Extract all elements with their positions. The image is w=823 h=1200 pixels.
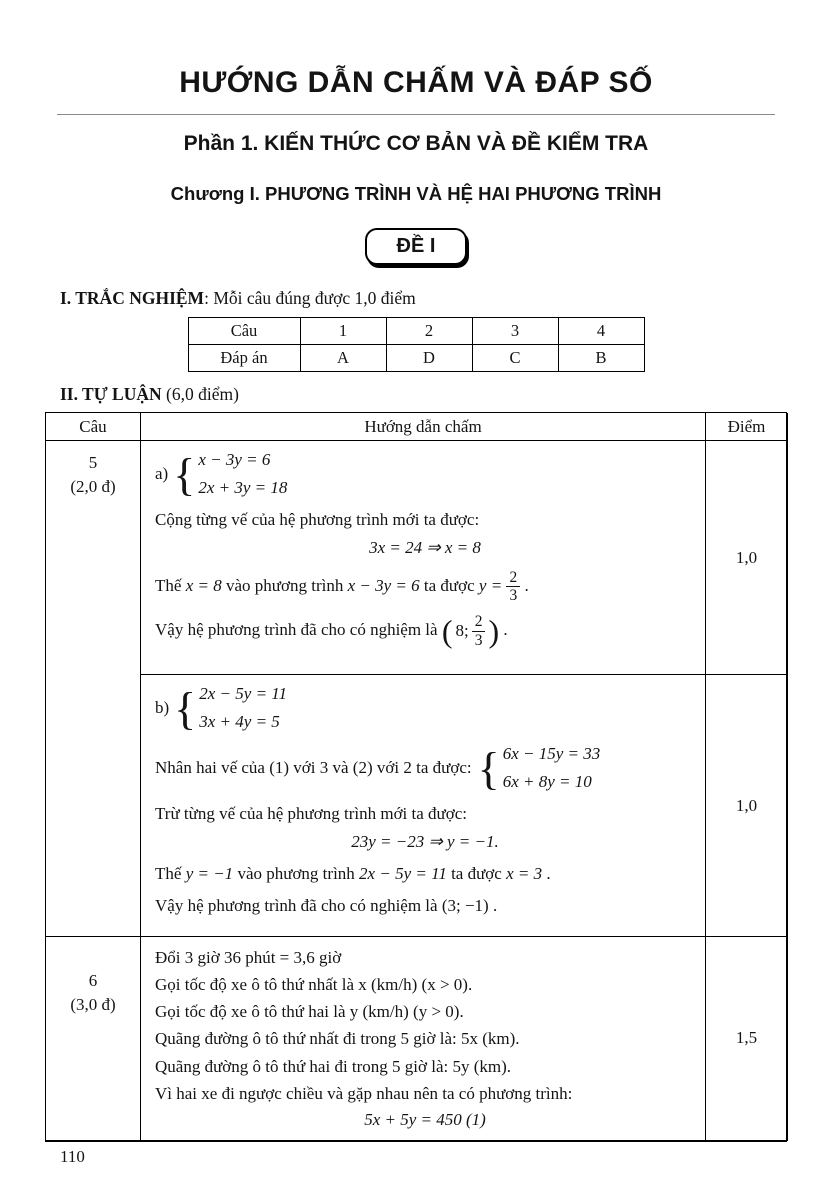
mcq-question-cell: 3 [472, 318, 558, 345]
equation: 6x − 15y = 33 [502, 743, 601, 763]
essay-heading-bold: II. TỰ LUẬN [60, 384, 162, 404]
q6-equation: 5x + 5y = 450 (1) [364, 1109, 486, 1129]
math-fragment: y = −1 [185, 863, 234, 883]
a-step4 [155, 613, 695, 649]
essay-heading-rest: (6,0 điểm) [166, 384, 239, 404]
fraction [506, 569, 520, 605]
equation: x − 3y = 6 [198, 450, 271, 469]
text-fragment: Vậy hệ phương trình đã cho có nghiệm là [155, 620, 438, 640]
b-step1-row [155, 743, 695, 794]
part-a-content [141, 441, 706, 675]
question5-points: (2,0 đ) [70, 476, 116, 496]
b-step4 [155, 863, 695, 886]
part-a-score: 1,0 [706, 441, 788, 675]
mcq-question-cell: 1 [300, 318, 386, 345]
part-b-system [196, 683, 287, 734]
mcq-heading-bold: I. TRẮC NGHIỆM [60, 288, 205, 308]
equation: 2x − 5y = 11 [199, 684, 288, 703]
exam-badge: ĐỀ I [365, 228, 468, 265]
text-fragment: Thế [155, 575, 182, 595]
a-step2-equation: 3x = 24 ⇒ x = 8 [369, 537, 481, 557]
mcq-answer-row [188, 345, 644, 372]
text-fragment: Vậy hệ phương trình đã cho có nghiệm là [155, 895, 438, 915]
part-b-system-row [155, 683, 695, 734]
mcq-question-row [188, 318, 644, 345]
math-fragment: 2x − 5y = 11 [359, 863, 447, 883]
math-fragment: x − 3y = 6 [347, 575, 420, 595]
math-fragment: x = 3 [506, 863, 543, 883]
col-header-diem: Điểm [706, 413, 788, 441]
solution-pair: (3; −1) [441, 895, 489, 915]
col-header-guide: Hướng dẫn chấm [141, 413, 706, 441]
q6-line: Gọi tốc độ xe ô tô thứ nhất là x (km/h) (x > 0). [155, 975, 473, 995]
mcq-heading-rest: : Mỗi câu đúng được 1,0 điểm [204, 288, 416, 308]
fraction-numerator: 2 [509, 568, 518, 586]
q6-line: Quãng đường ô tô thứ nhất đi trong 5 giờ là: 5x (km). [155, 1029, 520, 1049]
fraction [472, 613, 486, 649]
mcq-answer-cell: A [300, 345, 386, 372]
solution-pair [442, 613, 499, 649]
b-step2: Trừ từng vế của hệ phương trình mới ta được: [155, 803, 468, 823]
b-step3-equation: 23y = −23 ⇒ y = −1. [351, 831, 499, 851]
part-b-content [141, 675, 706, 937]
math-fragment: y = [478, 575, 503, 595]
fraction-denominator: 3 [506, 586, 520, 604]
mcq-row-label: Câu [188, 318, 300, 345]
right-paren-glyph: ) [488, 613, 500, 650]
text-fragment: vào phương trình [225, 575, 344, 595]
left-brace-glyph: { [173, 448, 196, 500]
part-b-label: b) [155, 697, 170, 717]
mcq-row-label: Đáp án [188, 345, 300, 372]
left-brace-glyph: { [477, 742, 500, 794]
fraction-numerator: 2 [474, 613, 483, 631]
a-step1: Cộng từng vế của hệ phương trình mới ta được: [155, 509, 480, 529]
b-derived-system-row [478, 743, 601, 794]
text-fragment: . [503, 620, 508, 640]
mcq-question-cell: 4 [558, 318, 644, 345]
mcq-heading [45, 288, 787, 309]
question6-number: 6 [88, 971, 98, 990]
mcq-answer-cell: D [386, 345, 472, 372]
question6-points: (3,0 đ) [70, 994, 116, 1014]
part-a-system [195, 449, 287, 500]
question5-number: 5 [88, 453, 98, 472]
text-fragment: ta được [451, 863, 502, 883]
question6-score: 1,5 [706, 937, 788, 1141]
fraction-denominator: 3 [472, 631, 486, 649]
text-fragment: Thế [155, 863, 182, 883]
text-fragment: . [546, 863, 551, 883]
equation: 6x + 8y = 10 [502, 771, 592, 791]
q6-line: Đổi 3 giờ 36 phút = 3,6 giờ [155, 948, 342, 967]
q6-line: Vì hai xe đi ngược chiều và gặp nhau nên ta có phương trình: [155, 1083, 573, 1103]
text-fragment: . [492, 895, 498, 915]
page-title: HƯỚNG DẪN CHẤM VÀ ĐÁP SỐ [179, 66, 653, 99]
solution-first: 8; [455, 620, 469, 640]
essay-heading [45, 384, 787, 405]
text-fragment: vào phương trình [237, 863, 355, 883]
part-a-system-row [155, 449, 695, 500]
mcq-answer-cell: C [472, 345, 558, 372]
exam-badge-row [45, 228, 787, 265]
part-a-label: a) [155, 463, 169, 483]
q6-line: Quãng đường ô tô thứ hai đi trong 5 giờ là: 5y (km). [155, 1056, 512, 1076]
page-number: 110 [60, 1147, 85, 1166]
mcq-answer-cell: B [558, 345, 644, 372]
part-heading: Phần 1. KIẾN THỨC CƠ BẢN VÀ ĐỀ KIỂM TRA [183, 132, 649, 155]
mcq-question-cell: 2 [386, 318, 472, 345]
essay-table [45, 412, 787, 1142]
equation: 2x + 3y = 18 [198, 477, 288, 497]
a-step3 [155, 569, 695, 605]
text-fragment: . [524, 575, 529, 595]
text-fragment: ta được [423, 575, 475, 595]
mcq-table [188, 317, 645, 372]
question6-content [141, 937, 706, 1141]
math-fragment: x = 8 [185, 575, 222, 595]
question6-cell [46, 937, 141, 1141]
left-brace-glyph: { [174, 682, 197, 734]
left-paren-glyph: ( [441, 613, 453, 650]
q6-line: Gọi tốc độ xe ô tô thứ hai là y (km/h) (y > 0). [155, 1002, 464, 1022]
b-derived-system [500, 743, 601, 794]
chapter-heading: Chương I. PHƯƠNG TRÌNH VÀ HỆ HAI PHƯƠNG TRÌNH [170, 183, 662, 204]
text-fragment: Nhân hai vế của (1) với 3 và (2) với 2 ta được: [155, 757, 472, 777]
title-divider [57, 114, 775, 115]
col-header-cau: Câu [46, 413, 141, 441]
question5-cell [46, 441, 141, 937]
equation: 3x + 4y = 5 [199, 711, 280, 731]
b-step5 [155, 895, 695, 918]
part-b-score: 1,0 [706, 675, 788, 937]
